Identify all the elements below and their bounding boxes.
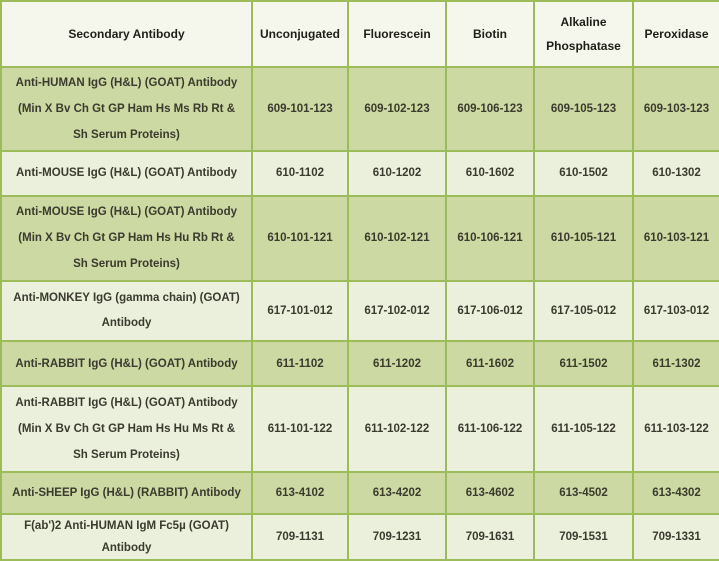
antibody-name-line: Antibody	[101, 541, 152, 554]
catalog-number-cell: 611-1502	[534, 341, 633, 386]
antibody-name-line: Sh Serum Proteins)	[73, 258, 180, 271]
catalog-number-cell: 709-1331	[633, 514, 719, 560]
catalog-number-cell: 610-103-121	[633, 196, 719, 281]
catalog-number-cell: 613-4202	[348, 472, 446, 514]
catalog-number-cell: 613-4302	[633, 472, 719, 514]
catalog-number-cell: 709-1631	[446, 514, 534, 560]
antibody-name-cell	[1, 472, 252, 514]
table-row	[1, 151, 719, 195]
catalog-number-cell: 611-106-122	[446, 386, 534, 471]
catalog-number-cell: 609-105-123	[534, 67, 633, 151]
catalog-number-cell: 709-1131	[252, 514, 348, 560]
column-header: Peroxidase	[633, 1, 719, 67]
catalog-number-cell: 610-106-121	[446, 196, 534, 281]
catalog-number-cell: 611-105-122	[534, 386, 633, 471]
antibody-name-cell	[1, 281, 252, 341]
catalog-number-cell: 610-1302	[633, 151, 719, 195]
catalog-number-cell: 610-1602	[446, 151, 534, 195]
column-header: Secondary Antibody	[1, 1, 252, 67]
antibody-name-line: Anti-HUMAN IgG (H&L) (GOAT) Antibody	[15, 77, 238, 90]
antibody-name-cell	[1, 196, 252, 281]
catalog-number-cell: 610-101-121	[252, 196, 348, 281]
catalog-number-cell: 610-105-121	[534, 196, 633, 281]
antibody-name-cell	[1, 67, 252, 151]
antibody-name-cell	[1, 341, 252, 386]
catalog-number-cell: 611-103-122	[633, 386, 719, 471]
catalog-number-cell: 617-106-012	[446, 281, 534, 341]
table-row	[1, 472, 719, 514]
antibody-name-line: Anti-RABBIT IgG (H&L) (GOAT) Antibody	[15, 357, 238, 370]
catalog-number-cell: 611-102-122	[348, 386, 446, 471]
catalog-number-cell: 609-102-123	[348, 67, 446, 151]
antibody-name-line: Anti-SHEEP IgG (H&L) (RABBIT) Antibody	[12, 486, 241, 499]
catalog-number-cell: 617-101-012	[252, 281, 348, 341]
table-body	[1, 67, 719, 560]
column-header: Alkaline Phosphatase	[534, 1, 633, 67]
table-row	[1, 67, 719, 151]
catalog-number-cell: 613-4602	[446, 472, 534, 514]
antibody-name-line: Anti-MOUSE IgG (H&L) (GOAT) Antibody	[15, 206, 237, 219]
column-header: Unconjugated	[252, 1, 348, 67]
catalog-number-cell: 611-1102	[252, 341, 348, 386]
catalog-number-cell: 709-1231	[348, 514, 446, 560]
antibody-name-line: Sh Serum Proteins)	[73, 448, 180, 461]
catalog-number-cell: 613-4102	[252, 472, 348, 514]
antibody-name-line: Antibody	[101, 316, 152, 329]
table-row	[1, 514, 719, 560]
antibody-name-line: Anti-RABBIT IgG (H&L) (GOAT) Antibody	[15, 396, 238, 409]
table-header	[1, 1, 719, 67]
catalog-number-cell: 609-101-123	[252, 67, 348, 151]
catalog-number-cell: 617-105-012	[534, 281, 633, 341]
table-row	[1, 196, 719, 281]
column-header: Biotin	[446, 1, 534, 67]
catalog-number-cell: 610-1502	[534, 151, 633, 195]
catalog-number-cell: 609-106-123	[446, 67, 534, 151]
table-row	[1, 386, 719, 471]
antibody-name-line: (Min X Bv Ch Gt GP Ham Hs Hu Rb Rt &	[18, 232, 235, 245]
antibody-name-line: F(ab')2 Anti-HUMAN IgM Fc5µ (GOAT)	[24, 519, 229, 532]
antibody-name-cell	[1, 386, 252, 471]
header-row	[1, 1, 719, 67]
catalog-number-cell: 611-101-122	[252, 386, 348, 471]
catalog-number-cell: 610-1202	[348, 151, 446, 195]
catalog-number-cell: 611-1302	[633, 341, 719, 386]
antibody-name-line: Anti-MOUSE IgG (H&L) (GOAT) Antibody	[15, 167, 237, 180]
catalog-number-cell: 609-103-123	[633, 67, 719, 151]
table-row	[1, 281, 719, 341]
catalog-number-cell: 617-102-012	[348, 281, 446, 341]
antibody-name-line: (Min X Bv Ch Gt GP Ham Hs Ms Rb Rt &	[17, 103, 236, 116]
catalog-number-cell: 611-1202	[348, 341, 446, 386]
antibody-name-line: Sh Serum Proteins)	[73, 129, 180, 142]
antibody-name-cell	[1, 151, 252, 195]
catalog-number-cell: 613-4502	[534, 472, 633, 514]
antibody-name-line: Anti-MONKEY IgG (gamma chain) (GOAT)	[13, 291, 240, 304]
catalog-number-cell: 617-103-012	[633, 281, 719, 341]
antibody-name-cell	[1, 514, 252, 560]
column-header: Fluorescein	[348, 1, 446, 67]
catalog-number-cell: 611-1602	[446, 341, 534, 386]
catalog-number-cell: 610-1102	[252, 151, 348, 195]
antibody-name-line: (Min X Bv Ch Gt GP Ham Hs Hu Ms Rt &	[17, 422, 236, 435]
catalog-number-cell: 610-102-121	[348, 196, 446, 281]
table-row	[1, 341, 719, 386]
catalog-number-cell: 709-1531	[534, 514, 633, 560]
